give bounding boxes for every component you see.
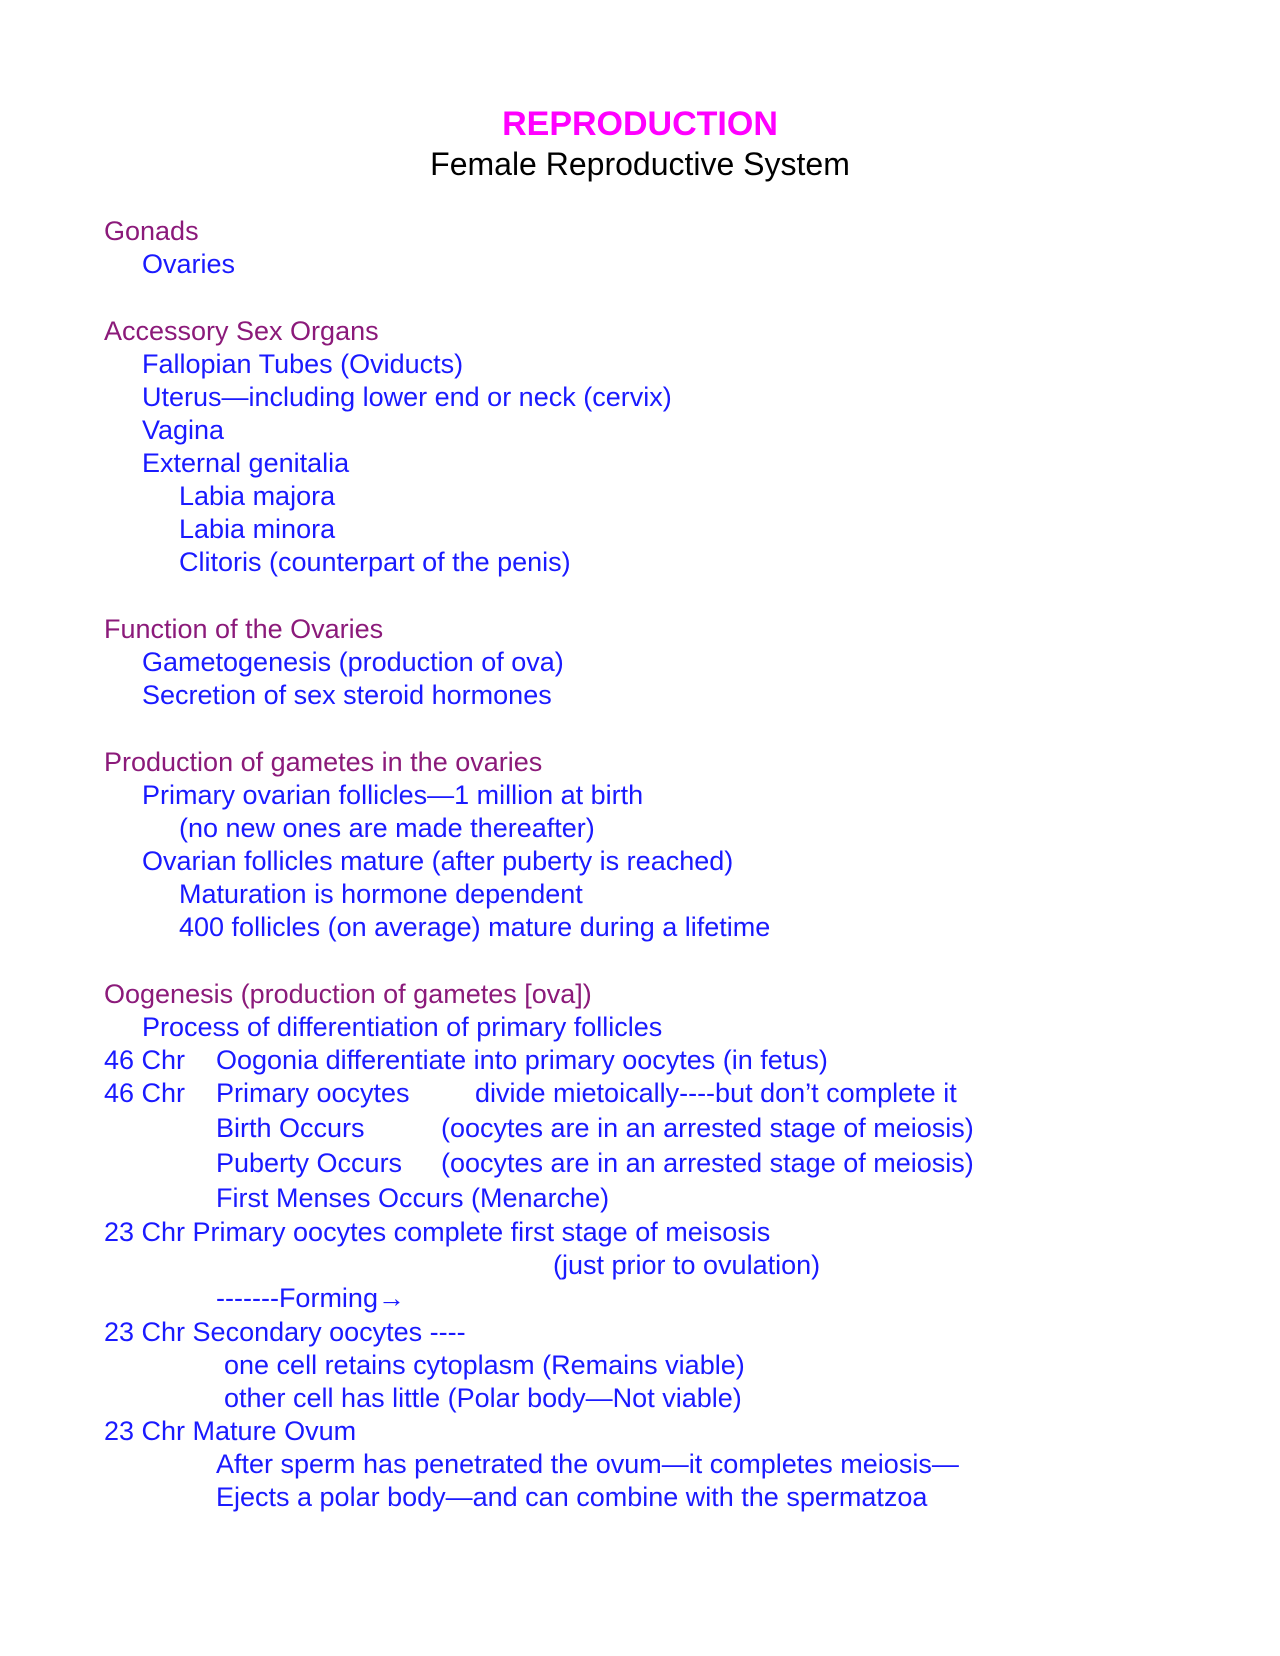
oogenesis-step: Oogonia differentiate into primary oocytes (in fetus) <box>216 1045 828 1075</box>
production-mature: Ovarian follicles mature (after puberty is reached) <box>142 846 734 876</box>
external-genitalia-item: Labia majora <box>179 481 336 511</box>
page-title: REPRODUCTION <box>502 105 778 143</box>
accessory-item: Fallopian Tubes (Oviducts) <box>142 349 464 379</box>
menses-label: First Menses Occurs (Menarche) <box>216 1183 610 1213</box>
accessory-item: Vagina <box>142 415 225 445</box>
oogenesis-step-note: other cell has little (Polar body—Not viable) <box>224 1383 742 1413</box>
oogenesis-step-note: one cell retains cytoplasm (Remains viable) <box>224 1350 745 1380</box>
oogenesis-step-note: Ejects a polar body—and can combine with the spermatzoa <box>216 1482 928 1512</box>
oogenesis-step-note: divide mietoically----but don’t complete it <box>475 1078 957 1108</box>
birth-label: Birth Occurs <box>216 1113 365 1143</box>
oogenesis-step: Primary oocytes <box>216 1078 410 1108</box>
chromosome-count: 46 Chr <box>104 1078 186 1108</box>
oogenesis-step-note: After sperm has penetrated the ovum—it completes meiosis— <box>216 1449 959 1479</box>
external-genitalia-item: Labia minora <box>179 514 336 544</box>
gonads-item: Ovaries <box>142 249 236 279</box>
function-item: Secretion of sex steroid hormones <box>142 680 552 710</box>
gonads-heading: Gonads <box>104 216 199 246</box>
oogenesis-step: 23 Chr Primary oocytes complete first stage of meisosis <box>104 1217 771 1247</box>
oogenesis-step: 23 Chr Mature Ovum <box>104 1416 357 1446</box>
oogenesis-step-note: (just prior to ovulation) <box>553 1250 821 1280</box>
accessory-heading: Accessory Sex Organs <box>104 316 379 346</box>
accessory-item: External genitalia <box>142 448 350 478</box>
chromosome-count: 46 Chr <box>104 1045 186 1075</box>
puberty-label: Puberty Occurs <box>216 1148 403 1178</box>
oogenesis-intro: Process of differentiation of primary follicles <box>142 1012 663 1042</box>
puberty-note: (oocytes are in an arrested stage of meiosis) <box>441 1148 974 1178</box>
forming-arrow: -------Forming→ <box>216 1283 405 1313</box>
production-primary-note: (no new ones are made thereafter) <box>179 813 595 843</box>
external-genitalia-item: Clitoris (counterpart of the penis) <box>179 547 571 577</box>
production-mature-note: Maturation is hormone dependent <box>179 879 583 909</box>
oogenesis-heading: Oogenesis (production of gametes [ova]) <box>104 979 592 1009</box>
function-item: Gametogenesis (production of ova) <box>142 647 564 677</box>
accessory-item: Uterus—including lower end or neck (cervix) <box>142 382 672 412</box>
page-subtitle: Female Reproductive System <box>430 146 850 182</box>
birth-note: (oocytes are in an arrested stage of meiosis) <box>441 1113 974 1143</box>
oogenesis-step: 23 Chr Secondary oocytes ---- <box>104 1317 466 1347</box>
production-heading: Production of gametes in the ovaries <box>104 747 543 777</box>
production-mature-note: 400 follicles (on average) mature during a lifetime <box>179 912 771 942</box>
production-primary: Primary ovarian follicles—1 million at birth <box>142 780 644 810</box>
function-heading: Function of the Ovaries <box>104 614 384 644</box>
